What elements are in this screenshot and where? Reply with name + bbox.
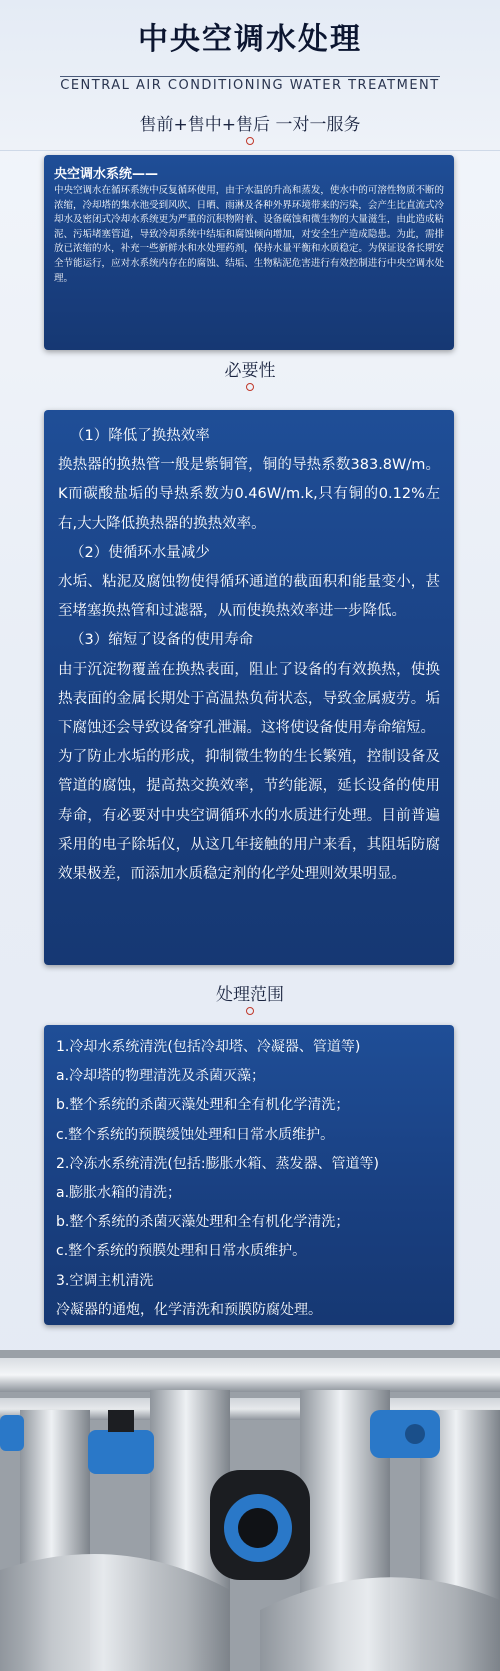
- necessity-point-3-body: 由于沉淀物覆盖在换热表面，阻止了设备的有效换热，使换热表面的金属长期处于高温热负荷状态，导致金属疲劳。垢下腐蚀还会导致设备穿孔泄漏。这将使设备使用寿命缩短。: [58, 661, 440, 737]
- scope-line: c.整个系统的预膜处理和日常水质维护。: [56, 1243, 307, 1260]
- pipe-valve-photo: [0, 1350, 500, 1671]
- intro-heading: 央空调水系统——: [54, 167, 159, 182]
- divider: [60, 76, 440, 77]
- scope-card: [44, 1025, 454, 1325]
- scope-line: b.整个系统的杀菌灭藻处理和全有机化学清洗；: [56, 1214, 350, 1231]
- necessity-point-3-heading: （3）缩短了设备的使用寿命: [70, 632, 254, 649]
- necessity-title: 必要性: [224, 361, 276, 381]
- service-tagline: [0, 110, 500, 145]
- scope-line: a.冷却塔的物理清洗及杀菌灭藻；: [56, 1068, 266, 1085]
- scope-line: a.膨胀水箱的清洗；: [56, 1185, 182, 1202]
- accent-dot-icon: [246, 137, 254, 145]
- scope-line: 冷凝器的通炮，化学清洗和预膜防腐处理。: [56, 1301, 322, 1318]
- page-title: 中央空调水处理: [138, 22, 362, 57]
- scope-line: 1.冷却水系统清洗(包括冷却塔、冷凝器、管道等): [56, 1039, 361, 1055]
- service-text: 售前+售中+售后 一对一服务: [139, 115, 361, 135]
- necessity-card: [44, 410, 454, 965]
- page-subtitle: CENTRAL AIR CONDITIONING WATER TREATMENT: [60, 78, 440, 93]
- accent-dot-icon: [246, 383, 254, 391]
- scope-line: 2.冷冻水系统清洗(包括:膨胀水箱、蒸发器、管道等): [56, 1155, 379, 1172]
- scope-line: b.整个系统的杀菌灭藻处理和全有机化学清洗；: [56, 1097, 350, 1114]
- necessity-point-1-heading: （1）降低了换热效率: [70, 428, 210, 444]
- intro-card: [44, 155, 454, 350]
- necessity-conclusion: 为了防止水垢的形成，抑制微生物的生长繁殖，控制设备及管道的腐蚀，提高热交换效率，节约能源，延长设备的使用寿命，有必要对中央空调循环水的水质进行处理。目前普遍采用的电子除垢仪，从这几年接触的用户来看，其阻垢防腐效果极差，而添加水质稳定剂的化学处理则效果明显。: [58, 749, 440, 883]
- scope-title: 处理范围: [216, 985, 284, 1005]
- necessity-point-2-body: 水垢、粘泥及腐蚀物使得循环通道的截面积和能量变小，甚至堵塞换热管和过滤器，从而使换热效率进一步降低。: [58, 574, 440, 620]
- intro-body: 中央空调水在循环系统中反复循环使用，由于水温的升高和蒸发，使水中的可溶性物质不断的浓缩，冷却塔的集水池受到风吹、日晒、雨淋及各种外界环境带来的污染，会产生比直流式冷却水及密闭式冷却水系统更为严重的沉积物附着、设备腐蚀和微生物的大量滋生，由此造成粘泥、污垢堵塞管道，导致冷却系统中结垢和腐蚀倾向增加，对安全生产造成隐患。为此，需排放已浓缩的水，补充一些新鲜水和水处理药剂，保持水量平衡和水质稳定。为保证设备长期安全节能运行，应对水系统内存在的腐蚀、结垢、生物粘泥危害进行有效控制进行中央空调水处理。: [54, 185, 444, 284]
- necessity-section-title: [0, 356, 500, 391]
- necessity-point-2-heading: （2）使循环水量减少: [70, 544, 210, 561]
- scope-line: 3.空调主机清洗: [56, 1272, 154, 1289]
- scope-section-title: [0, 980, 500, 1015]
- header: [0, 0, 500, 151]
- necessity-point-1-body: 换热器的换热管一般是紫铜管，铜的导热系数383.8W/m。K而碳酸盐垢的导热系数为0.46W/m.k,只有铜的0.12%左右,大大降低换热器的换热效率。: [58, 457, 440, 532]
- accent-dot-icon: [246, 1007, 254, 1015]
- scope-line: c.整个系统的预膜缓蚀处理和日常水质维护。: [56, 1126, 335, 1143]
- pipe-illustration: [0, 1350, 500, 1671]
